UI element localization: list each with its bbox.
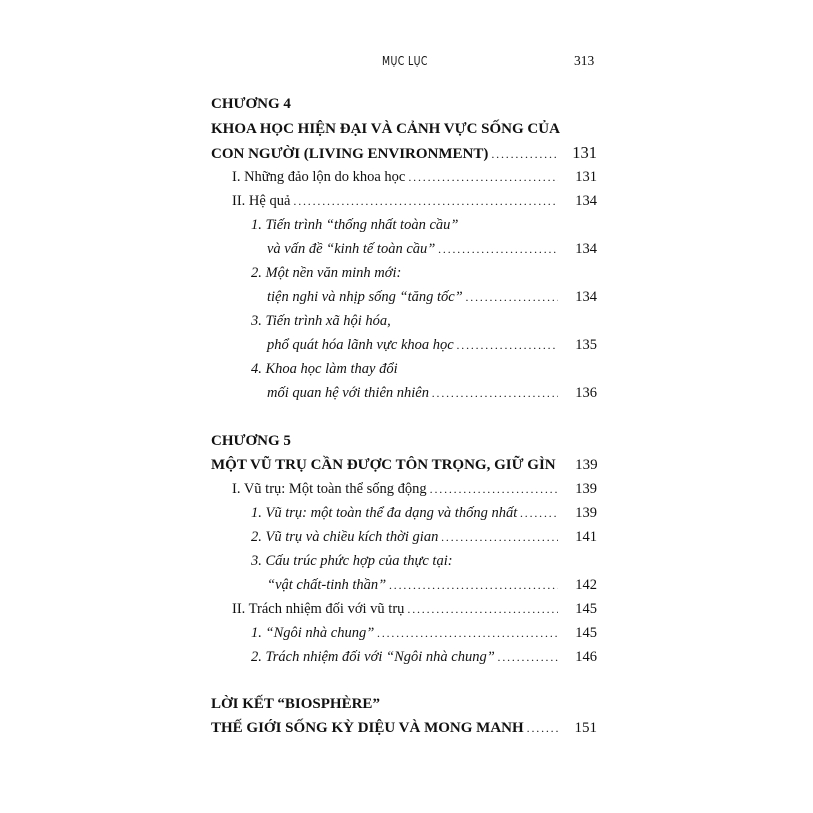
dot-leader: [438, 237, 558, 261]
entry-page: 131: [575, 169, 597, 185]
epilogue-label: LỜI KẾT “BIOSPHÈRE”: [211, 696, 380, 712]
toc-entry[interactable]: [251, 525, 597, 549]
dot-leader: [407, 597, 558, 621]
entry-page: 135: [575, 337, 597, 353]
dot-leader: [498, 645, 558, 669]
entry-text: II. Hệ quả: [232, 193, 291, 209]
chapter-4-label: CHƯƠNG 4: [211, 96, 291, 112]
epilogue-page: 151: [574, 720, 597, 736]
entry-text: 2. Trách nhiệm đối với “Ngôi nhà chung”: [251, 649, 495, 665]
toc-entry[interactable]: [267, 285, 597, 309]
entry-text: II. Trách nhiệm đối với vũ trụ: [232, 601, 405, 617]
entry-text: 2. Vũ trụ và chiều kích thời gian: [251, 529, 439, 545]
entry-text-line1: 4. Khoa học làm thay đổi: [251, 361, 398, 377]
toc-entry[interactable]: [251, 645, 597, 669]
chapter-4-title-line1: KHOA HỌC HIỆN ĐẠI VÀ CẢNH VỰC SỐNG CỦA: [211, 121, 560, 137]
entry-page: 142: [575, 577, 597, 593]
entry-text: I. Những đảo lộn do khoa học: [232, 169, 406, 185]
toc-entry[interactable]: [232, 189, 597, 213]
toc-entry[interactable]: [232, 597, 597, 621]
page-number: 313: [574, 53, 595, 68]
entry-text: 1. Vũ trụ: một toàn thể đa dạng và thống nhất: [251, 505, 518, 521]
entry-text-line2: mối quan hệ với thiên nhiên: [267, 385, 429, 401]
dot-leader: [432, 381, 558, 405]
dot-leader: [430, 477, 558, 501]
entry-text-line2: tiện nghi và nhịp sống “tăng tốc”: [267, 289, 463, 305]
dot-leader: [457, 333, 558, 357]
entry-page: 145: [575, 601, 597, 617]
entry-page: 139: [575, 505, 597, 521]
chapter-4-page: 131: [572, 143, 597, 162]
toc-entry[interactable]: [267, 573, 597, 597]
dot-leader: [441, 525, 558, 549]
chapter-5-title: MỘT VŨ TRỤ CẦN ĐƯỢC TÔN TRỌNG, GIỮ GÌN: [211, 457, 556, 473]
entry-text-line1: 2. Một nền văn minh mới:: [251, 265, 402, 281]
toc-entry[interactable]: [251, 501, 597, 525]
toc-entry[interactable]: [232, 165, 597, 189]
chapter-4-title-entry[interactable]: [211, 141, 597, 165]
running-head-title: MỤC LỤC: [382, 54, 428, 68]
entry-page: 141: [575, 529, 597, 545]
dot-leader: [408, 165, 558, 189]
chapter-5-label: CHƯƠNG 5: [211, 433, 291, 449]
entry-page: 134: [575, 241, 597, 257]
entry-text-line1: 1. Tiến trình “thống nhất toàn cầu”: [251, 217, 459, 233]
chapter-5-page: 139: [575, 457, 598, 473]
toc-entry[interactable]: [267, 237, 597, 261]
epilogue-title: THẾ GIỚI SỐNG KỲ DIỆU VÀ MONG MANH: [211, 720, 524, 736]
entry-page: 136: [575, 385, 597, 401]
entry-text: I. Vũ trụ: Một toàn thể sống động: [232, 481, 427, 497]
dot-leader: [389, 573, 558, 597]
entry-page: 146: [575, 649, 597, 665]
entry-text-line2: “vật chất-tinh thần”: [267, 577, 387, 593]
epilogue-title-entry[interactable]: [211, 716, 597, 740]
toc-entry[interactable]: [267, 381, 597, 405]
dot-leader: [520, 501, 558, 525]
entry-text-line1: 3. Tiến trình xã hội hóa,: [251, 313, 391, 329]
dot-leader: [527, 716, 558, 740]
entry-text-line2: và vấn đề “kinh tế toàn cầu”: [267, 241, 436, 257]
entry-text-line1: 3. Cấu trúc phức hợp của thực tại:: [251, 553, 453, 569]
entry-page: 134: [575, 193, 597, 209]
entry-text: 1. “Ngôi nhà chung”: [251, 625, 375, 641]
toc-entry[interactable]: [251, 621, 597, 645]
entry-page: 139: [575, 481, 597, 497]
toc-entry[interactable]: [267, 333, 597, 357]
dot-leader: [491, 142, 558, 166]
chapter-5-title-entry[interactable]: [211, 453, 597, 477]
toc-entry[interactable]: [232, 477, 597, 501]
dot-leader: [466, 285, 558, 309]
dot-leader: [377, 621, 558, 645]
entry-page: 145: [575, 625, 597, 641]
entry-page: 134: [575, 289, 597, 305]
entry-text-line2: phổ quát hóa lãnh vực khoa học: [267, 337, 454, 353]
chapter-4-title-line2: CON NGƯỜI (LIVING ENVIRONMENT): [211, 146, 489, 162]
dot-leader: [293, 189, 558, 213]
